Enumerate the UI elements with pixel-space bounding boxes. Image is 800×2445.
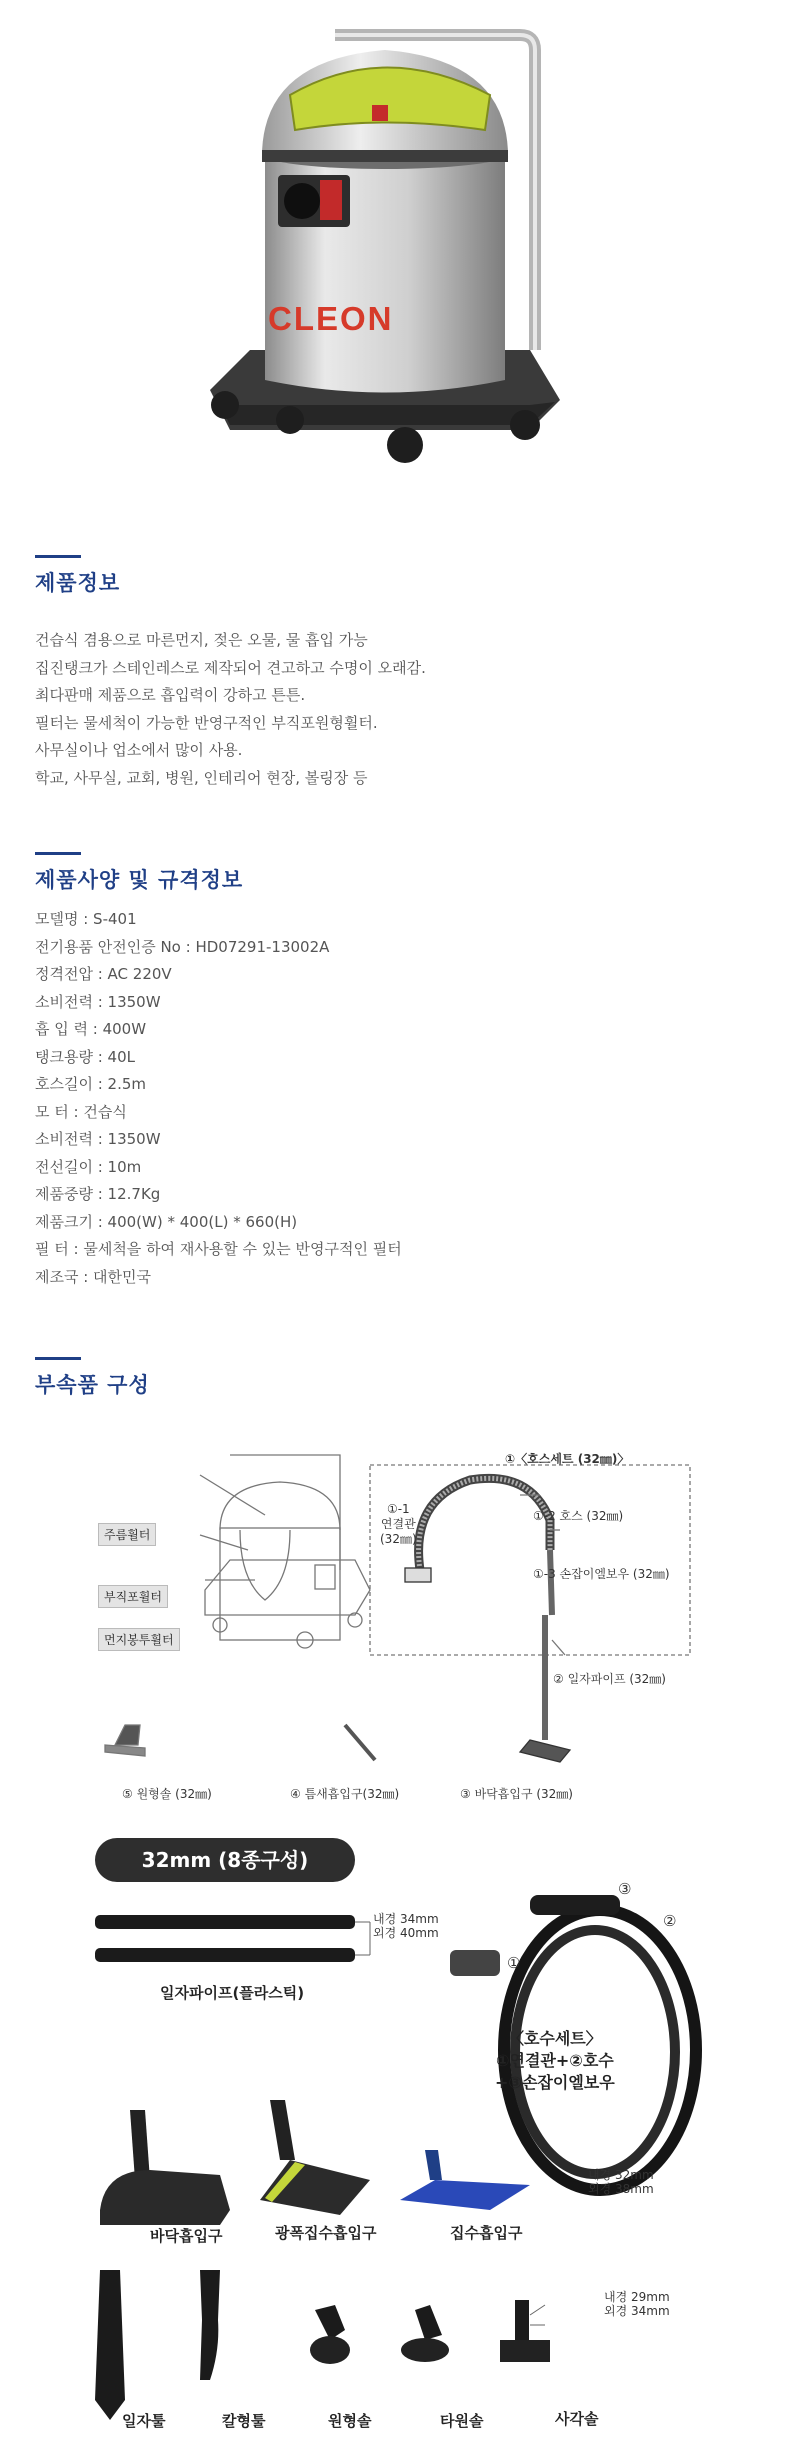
spec-line: 정격전압 : AC 220V bbox=[35, 965, 172, 983]
round-brush-label: ⑤ 원형솔 (32㎜) bbox=[122, 1787, 212, 1801]
info-line: 건습식 겸용으로 마른먼지, 젖은 오물, 물 흡입 가능 bbox=[35, 631, 368, 649]
section-bar bbox=[35, 555, 81, 558]
filter-label-dustbag: 먼지봉투휠터 bbox=[98, 1628, 180, 1651]
parts-diagram bbox=[90, 1440, 710, 1820]
hose-outer-dim: 외경 38mm bbox=[588, 2182, 654, 2196]
info-line: 집진탱크가 스테인레스로 제작되어 견고하고 수명이 오래감. bbox=[35, 658, 426, 677]
spec-text bbox=[35, 906, 402, 1291]
square-brush-dims bbox=[604, 2290, 670, 2318]
info-line: 필터는 물세척이 가능한 반영구적인 부직포원형휠터. bbox=[35, 713, 378, 732]
pipe-caption: 일자파이프(플라스틱) bbox=[160, 1984, 305, 2002]
hose-set-caption bbox=[495, 2028, 615, 2094]
square-inner-dim: 내경 29mm bbox=[604, 2290, 670, 2304]
pipe-label: ② 일자파이프 (32㎜) bbox=[553, 1672, 666, 1686]
pipe-outer-dim: 외경 40mm bbox=[373, 1926, 439, 1940]
spec-line: 필 터 : 물세척을 하여 재사용할 수 있는 반영구적인 필터 bbox=[35, 1240, 402, 1258]
info-line: 학교, 사무실, 교회, 병원, 인테리어 현장, 볼링장 등 bbox=[35, 768, 368, 787]
info-line: 최다판매 제품으로 흡입력이 강하고 튼튼. bbox=[35, 686, 306, 704]
section-title-parts: 부속품 구성 bbox=[35, 1373, 150, 1397]
info-line: 사무실이나 업소에서 많이 사용. bbox=[35, 741, 243, 759]
nozzle-caption-wide: 광폭집수흡입구 bbox=[275, 2224, 377, 2242]
elbow-label: ①-3 손잡이엘보우 (32㎜) bbox=[533, 1567, 670, 1581]
section-bar bbox=[35, 852, 81, 855]
hose-dims bbox=[588, 2168, 654, 2196]
filter-label-pleated: 주름휠터 bbox=[98, 1523, 156, 1546]
spec-line: 호스길이 : 2.5m bbox=[35, 1075, 147, 1093]
vacuum-product-image bbox=[190, 20, 570, 490]
hose-mark-1: ① bbox=[507, 1954, 521, 1972]
spec-line: 모델명 : S-401 bbox=[35, 910, 137, 928]
pipe-inner-dim: 내경 34mm bbox=[373, 1912, 439, 1926]
hose-set-title: ①〈호스세트 (32㎜)〉 bbox=[505, 1452, 630, 1466]
nozzle-caption-water: 집수흡입구 bbox=[450, 2224, 523, 2242]
tool-caption-square: 사각솔 bbox=[555, 2410, 599, 2428]
spec-line: 전기용품 안전인증 No : HD07291-13002A bbox=[35, 937, 330, 956]
tool-caption-blade: 칼형툴 bbox=[222, 2412, 266, 2430]
spec-line: 탱크용량 : 40L bbox=[35, 1047, 135, 1066]
spec-line: 모 터 : 건습식 bbox=[35, 1102, 127, 1121]
size-badge: 32mm (8종구성) bbox=[95, 1838, 355, 1882]
accessory-photos bbox=[90, 1880, 710, 2440]
spec-line: 흡 입 력 : 400W bbox=[35, 1020, 147, 1038]
section-title-info: 제품정보 bbox=[35, 571, 121, 595]
spec-line: 제품중량 : 12.7Kg bbox=[35, 1185, 161, 1203]
hose-label: ①-2 호스 (32㎜) bbox=[533, 1509, 624, 1523]
spec-line: 소비전력 : 1350W bbox=[35, 1130, 161, 1148]
brand-logo: CLEON bbox=[268, 300, 394, 337]
spec-line: 제조국 : 대한민국 bbox=[35, 1267, 152, 1286]
square-outer-dim: 외경 34mm bbox=[604, 2304, 670, 2318]
pipe-dims bbox=[373, 1912, 439, 1940]
nozzle-caption-floor: 바닥흡입구 bbox=[150, 2227, 223, 2245]
hose-set-line: 〈호수세트〉 bbox=[507, 2029, 602, 2048]
hose-mark-2: ② bbox=[663, 1912, 677, 1930]
spec-line: 소비전력 : 1350W bbox=[35, 992, 161, 1011]
hose-inner-dim: 내경 32mm bbox=[588, 2168, 654, 2182]
section-title-spec: 제품사양 및 규격정보 bbox=[35, 868, 244, 892]
tool-caption-flat: 일자툴 bbox=[122, 2412, 166, 2430]
floor-nozzle-label: ③ 바닥흡입구 (32㎜) bbox=[460, 1787, 573, 1801]
spec-line: 전선길이 : 10m bbox=[35, 1157, 142, 1176]
tool-caption-oval: 타원솔 bbox=[440, 2412, 484, 2430]
section-bar bbox=[35, 1357, 81, 1360]
connector-label bbox=[380, 1502, 417, 1547]
filter-label-nonwoven: 부직포휠터 bbox=[98, 1585, 168, 1608]
connector-label-num: ①-1 bbox=[386, 1502, 410, 1516]
hose-set-line: +③손잡이엘보우 bbox=[495, 2073, 615, 2092]
hose-mark-3: ③ bbox=[618, 1880, 632, 1898]
connector-label-size: (32㎜) bbox=[380, 1532, 417, 1546]
info-text bbox=[35, 627, 426, 792]
connector-label-name: 연결관 bbox=[380, 1517, 416, 1531]
hose-set-line: ①연결관+②호수 bbox=[495, 2051, 614, 2070]
crevice-label: ④ 틈새흡입구(32㎜) bbox=[290, 1787, 400, 1801]
tool-caption-round: 원형솔 bbox=[328, 2412, 372, 2430]
spec-line: 제품크기 : 400(W) * 400(L) * 660(H) bbox=[35, 1212, 298, 1231]
